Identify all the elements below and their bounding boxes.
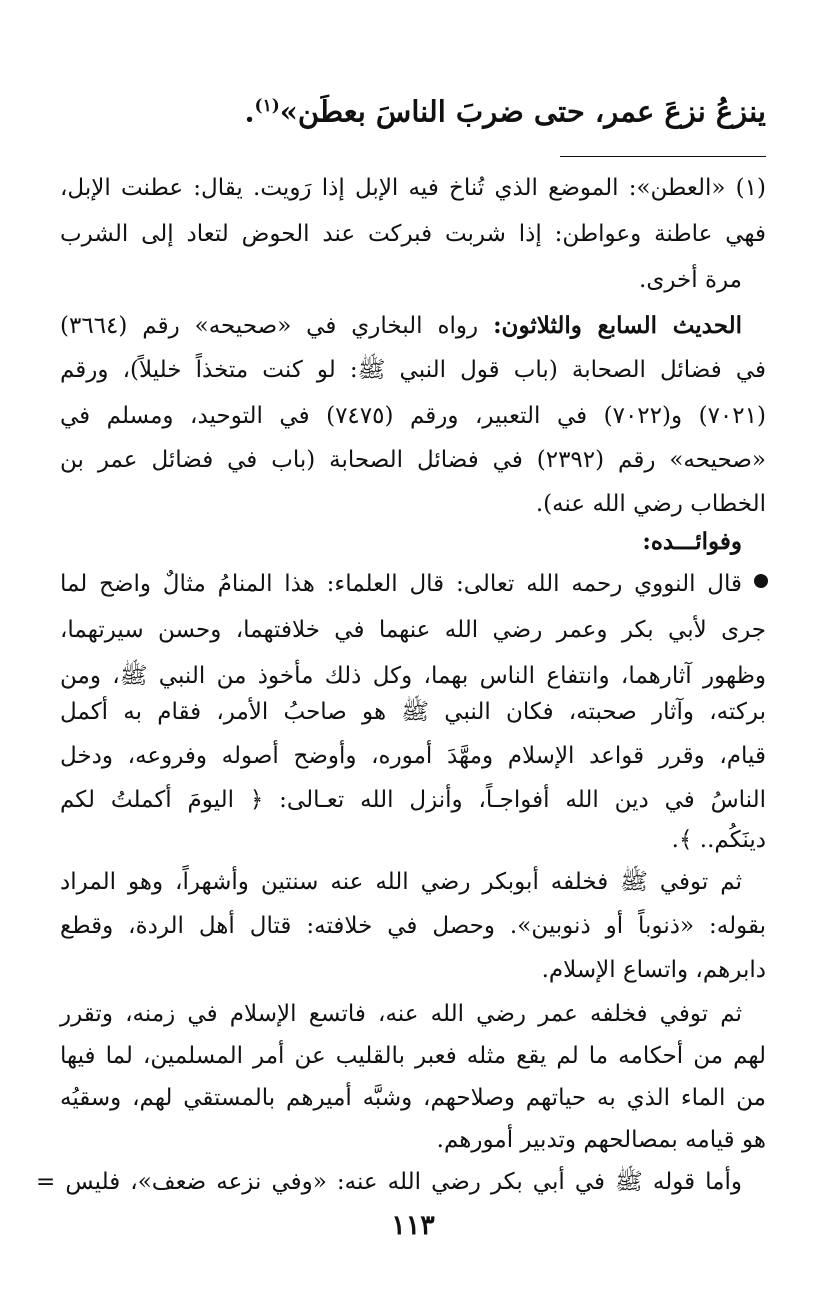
paragraph-line: بقوله: «ذنوباً أو ذنوبين». وحصل في خلافته: قتال أهل الردة، وقطع [60, 913, 766, 939]
footnote-line: فهي عاطنة وعواطن: إذا شربت فبركت عند الحوض لتعاد إلى الشرب [60, 221, 766, 247]
hadith-reference-line: في فضائل الصحابة (باب قول النبي ﷺ: لو كنت متخذاً خليلاً)، ورقم [60, 357, 766, 383]
footnote-divider [560, 156, 766, 157]
page-number: ١١٣ [391, 1210, 435, 1241]
hadith-reference-line: الخطاب رضي الله عنه). [535, 491, 766, 517]
hadith-reference-text: رواه البخاري في «صحيحه» رقم (٣٦٦٤) [60, 313, 479, 339]
paragraph-line: من الماء الذي به حياتهم وصلاحهم، وشبَّه أميرهم بالمستقي لهم، وسقيُه [60, 1085, 766, 1111]
paragraph-line: وظهور آثارهما، وانتفاع الناس بهما، وكل ذلك مأخوذ من النبي ﷺ، ومن [60, 663, 766, 689]
paragraph-line: وأما قوله ﷺ في أبي بكر رضي الله عنه: «وفي نزعه ضعف»، فليس = [36, 1169, 742, 1195]
paragraph-line: دينَكُم.. ﴾. [671, 827, 766, 853]
hadith-reference-line: (٧٠٢١) و(٧٠٢٢) في التعبير، ورقم (٧٤٧٥) في التوحيد، ومسلم في [60, 403, 766, 429]
footnote-line: (١) «العطن»: الموضع الذي تُناخ فيه الإبل إذا رَويت. يقال: عطنت الإبل، [60, 175, 766, 201]
main-text-line [244, 84, 766, 134]
main-text: ينزعُ نزعَ عمر، حتى ضربَ الناسَ بعطَن» [279, 94, 766, 129]
paragraph-line: قيام، وقرر قواعد الإسلام ومهَّدَ أموره، وأوضح أصوله وفروعه، ودخل [60, 743, 766, 769]
paragraph-line: بركته، وآثار صحبته، فكان النبي ﷺ هو صاحبُ الأمر، فقام به أكمل [60, 699, 766, 725]
footnote-line: مرة أخرى. [639, 267, 742, 293]
paragraph-line: هو قيامه بمصالحهم وتدبير أمورهم. [436, 1127, 766, 1153]
hadith-heading: الحديث السابع والثلاثون: [493, 312, 742, 339]
paragraph-line: الناسُ في دين الله أفواجـاً، وأنزل الله تعـالى: ﴿ اليومَ أكملتُ لكم [60, 787, 766, 813]
paragraph-line: قال النووي رحمه الله تعالى: قال العلماء: هذا المنامُ مثالٌ واضح لما [60, 571, 742, 597]
bullet-icon [754, 574, 768, 588]
paragraph-line: دابرهم، واتساع الإسلام. [541, 957, 766, 983]
benefits-heading: وفوائـــده: [642, 528, 742, 555]
hadith-reference-line: «صحيحه» رقم (٢٣٩٢) في فضائل الصحابة (باب في فضائل عمر بن [60, 447, 766, 473]
hadith-reference-line [60, 306, 742, 346]
main-text-end: . [244, 94, 255, 129]
footnote-reference: (١) [254, 96, 280, 116]
paragraph-line: لهم من أحكامه ما لم يقع مثله فعبر بالقليب عن أمر المسلمين، لما فيها [60, 1043, 766, 1069]
paragraph-line: جرى لأبي بكر وعمر رضي الله عنهما في خلافتهما، وحسن سيرتهما، [60, 617, 766, 643]
paragraph-line: ثم توفي فخلفه عمر رضي الله عنه، فاتسع الإسلام في زمنه، وتقرر [60, 1001, 742, 1027]
paragraph-line: ثم توفي ﷺ فخلفه أبوبكر رضي الله عنه سنتين وأشهراً، وهو المراد [60, 869, 742, 895]
